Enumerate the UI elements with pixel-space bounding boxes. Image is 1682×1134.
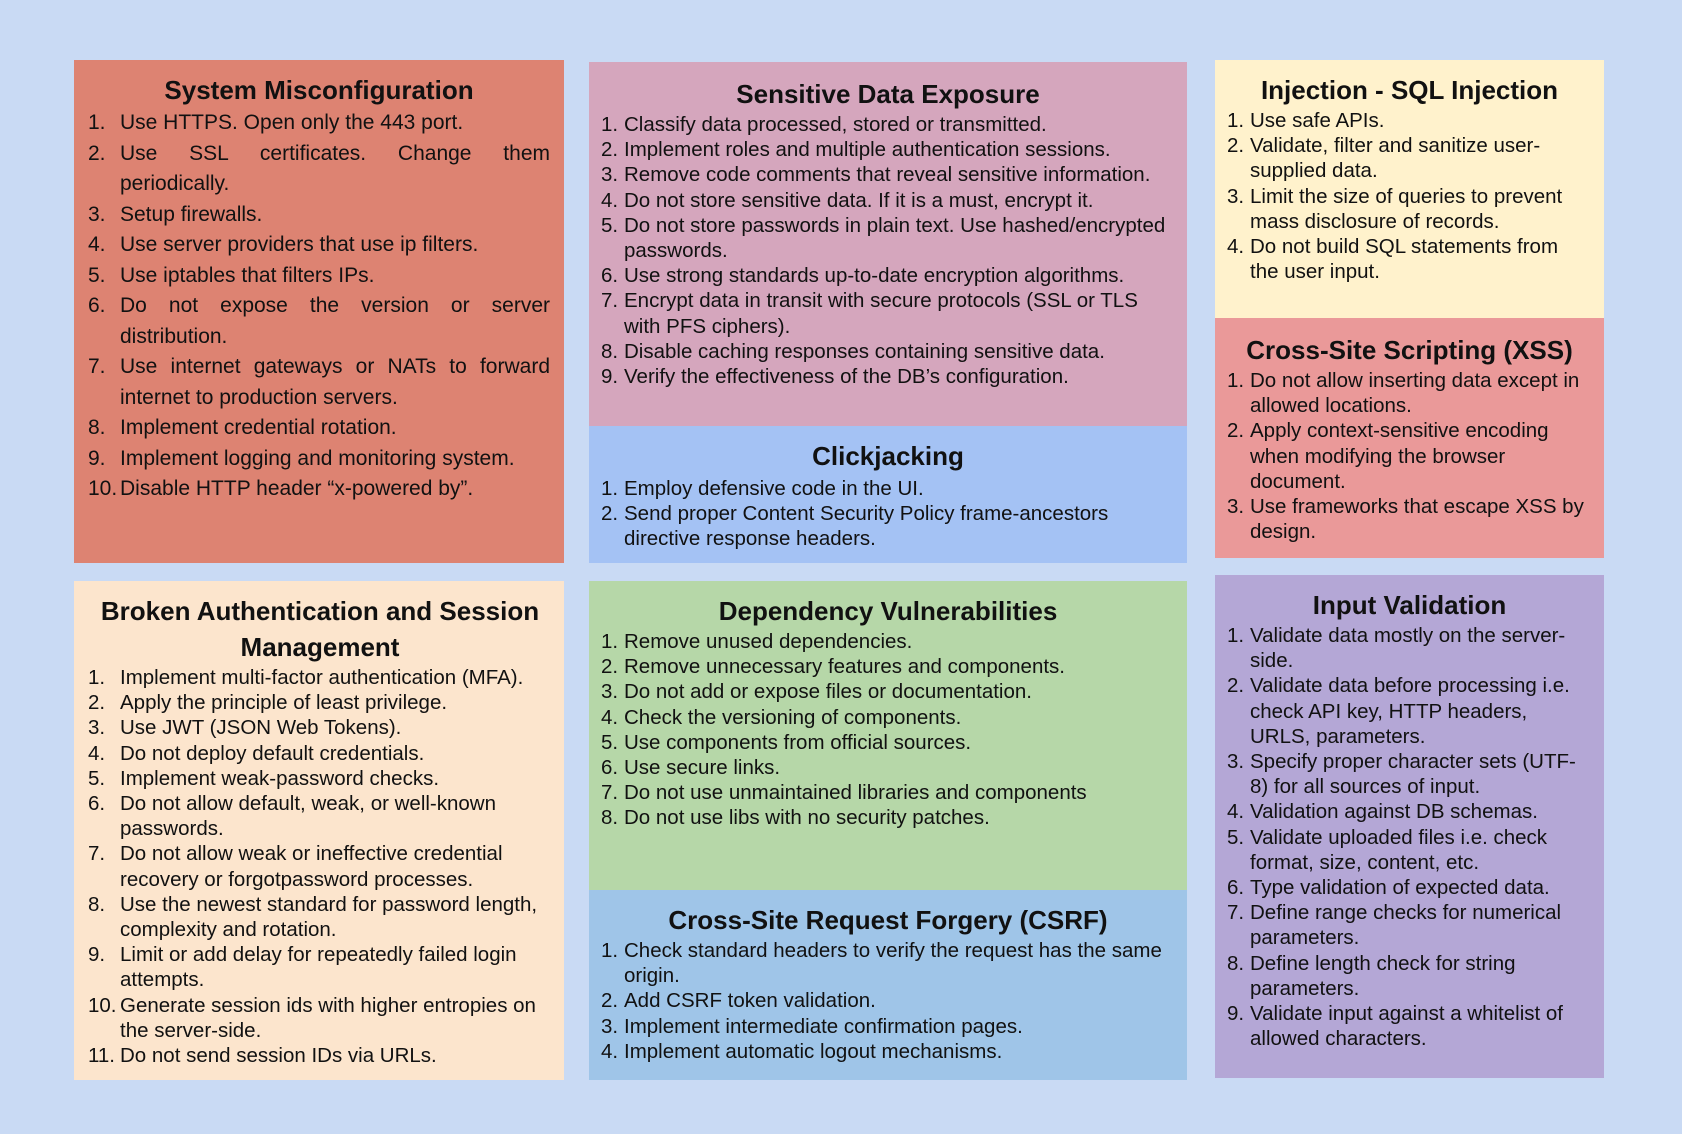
item-number: 3. bbox=[601, 680, 619, 704]
item-text: Disable HTTP header “x-powered by”. bbox=[120, 477, 474, 500]
item-number: 6. bbox=[88, 792, 106, 816]
xss-card bbox=[1215, 318, 1604, 558]
item-text: Use strong standards up-to-date encryption algorithms. bbox=[624, 264, 1125, 288]
item-text: Generate session ids with higher entropies on the server-side. bbox=[120, 993, 536, 1042]
item-number: 5. bbox=[88, 263, 106, 287]
item-text: Do not add or expose files or documentation. bbox=[624, 680, 1032, 704]
card-list bbox=[601, 476, 1175, 552]
item-number: 1. bbox=[601, 113, 619, 136]
list-item bbox=[88, 741, 552, 766]
card-title: Input Validation bbox=[1312, 590, 1507, 620]
item-text: Use internet gateways or NATs to forward internet to production servers. bbox=[120, 355, 550, 409]
item-number: 1. bbox=[601, 477, 619, 500]
item-text: Do not allow inserting data except in allowed locations. bbox=[1250, 369, 1580, 418]
list-item bbox=[601, 805, 1175, 830]
item-number: 3. bbox=[88, 202, 106, 226]
list-item bbox=[88, 474, 550, 505]
clickjacking-card bbox=[589, 426, 1187, 563]
card-title: Broken Authentication and Session Management bbox=[100, 596, 540, 662]
list-item bbox=[88, 841, 552, 891]
list-item bbox=[601, 938, 1175, 988]
item-text: Type validation of expected data. bbox=[1250, 876, 1550, 900]
item-text: Employ defensive code in the UI. bbox=[624, 477, 924, 500]
list-item bbox=[601, 654, 1175, 679]
item-text: Use SSL certificates. Change them periodically. bbox=[120, 141, 550, 195]
item-text: Use secure links. bbox=[624, 756, 781, 780]
item-number: 8. bbox=[601, 806, 619, 830]
item-number: 1. bbox=[88, 666, 106, 689]
item-number: 2. bbox=[601, 138, 619, 162]
item-number: 4. bbox=[1227, 800, 1245, 824]
list-item bbox=[1227, 825, 1592, 875]
csrf-card bbox=[589, 890, 1187, 1080]
card-title: Clickjacking bbox=[812, 441, 964, 471]
list-item bbox=[601, 1039, 1175, 1064]
item-text: Implement roles and multiple authentication sessions. bbox=[624, 138, 1111, 162]
list-item bbox=[601, 755, 1175, 780]
item-number: 6. bbox=[601, 264, 619, 288]
list-item bbox=[601, 162, 1175, 187]
item-number: 3. bbox=[88, 716, 106, 740]
item-text: Validation against DB schemas. bbox=[1250, 800, 1538, 824]
list-item bbox=[88, 230, 550, 261]
item-number: 7. bbox=[601, 781, 619, 805]
item-text: Implement logging and monitoring system. bbox=[120, 446, 515, 470]
item-number: 3. bbox=[601, 163, 619, 187]
item-text: Validate input against a whitelist of allowed characters. bbox=[1250, 1002, 1564, 1051]
card-list bbox=[88, 108, 550, 505]
card-title: System Misconfiguration bbox=[164, 75, 474, 105]
list-item bbox=[88, 715, 552, 740]
item-number: 8. bbox=[1227, 951, 1245, 975]
item-number: 7. bbox=[88, 842, 106, 866]
item-number: 9. bbox=[601, 365, 619, 389]
dependency-vulnerabilities-card bbox=[589, 581, 1187, 890]
item-text: Use iptables that filters IPs. bbox=[120, 263, 375, 287]
item-text: Validate data mostly on the server-side. bbox=[1250, 624, 1566, 673]
item-number: 1. bbox=[601, 630, 619, 653]
item-text: Remove unnecessary features and components. bbox=[624, 655, 1066, 679]
item-number: 5. bbox=[1227, 825, 1245, 849]
item-text: Use the newest standard for password length, complexity and rotation. bbox=[120, 892, 538, 942]
item-text: Limit the size of queries to prevent mass disclosure of records. bbox=[1250, 184, 1563, 233]
list-item bbox=[1227, 1001, 1592, 1051]
item-text: Do not expose the version or server distribution. bbox=[120, 294, 550, 348]
list-item bbox=[88, 413, 550, 444]
item-number: 6. bbox=[1227, 876, 1245, 900]
item-number: 9. bbox=[88, 446, 106, 470]
item-text: Validate uploaded files i.e. check format, size, content, etc. bbox=[1250, 825, 1548, 874]
card-list bbox=[88, 665, 552, 1068]
list-item bbox=[88, 261, 550, 292]
list-item bbox=[1227, 184, 1592, 234]
list-item bbox=[88, 1043, 552, 1068]
item-text: Check standard headers to verify the request has the same origin. bbox=[624, 939, 1162, 988]
item-text: Remove code comments that reveal sensitive information. bbox=[624, 163, 1151, 187]
item-number: 3. bbox=[1227, 495, 1245, 519]
card-list bbox=[601, 112, 1175, 389]
item-text: Check the versioning of components. bbox=[624, 705, 962, 729]
item-number: 3. bbox=[1227, 184, 1245, 208]
list-item bbox=[1227, 673, 1592, 749]
list-item bbox=[1227, 234, 1592, 284]
item-number: 2. bbox=[88, 691, 106, 715]
list-item bbox=[1227, 900, 1592, 950]
item-number: 9. bbox=[1227, 1002, 1245, 1026]
list-item bbox=[1227, 108, 1592, 133]
list-item bbox=[601, 213, 1175, 263]
item-text: Limit or add delay for repeatedly failed login attempts. bbox=[120, 943, 517, 992]
item-number: 1. bbox=[601, 939, 619, 962]
item-text: Disable caching responses containing sensitive data. bbox=[624, 339, 1105, 363]
item-number: 1. bbox=[1227, 624, 1245, 647]
list-item bbox=[88, 766, 552, 791]
item-number: 2. bbox=[601, 989, 619, 1013]
item-text: Do not deploy default credentials. bbox=[120, 741, 425, 765]
card-list bbox=[601, 938, 1175, 1064]
list-item bbox=[88, 352, 550, 413]
item-number: 11. bbox=[88, 1044, 115, 1068]
list-item bbox=[601, 501, 1175, 551]
list-item bbox=[88, 444, 550, 475]
item-number: 4. bbox=[88, 233, 106, 256]
sql-injection-card bbox=[1215, 60, 1604, 318]
card-title: Cross-Site Request Forgery (CSRF) bbox=[668, 905, 1108, 935]
sensitive-data-exposure-card bbox=[589, 62, 1187, 426]
list-item bbox=[601, 339, 1175, 364]
card-list bbox=[601, 629, 1175, 831]
item-number: 3. bbox=[1227, 750, 1245, 774]
item-number: 1. bbox=[88, 111, 106, 134]
item-text: Add CSRF token validation. bbox=[624, 989, 876, 1013]
list-item bbox=[1227, 494, 1592, 544]
list-item bbox=[1227, 875, 1592, 900]
item-text: Validate data before processing i.e. check API key, HTTP headers, URLS, parameters. bbox=[1250, 674, 1570, 748]
item-text: Use frameworks that escape XSS by design. bbox=[1250, 495, 1584, 544]
list-item bbox=[88, 892, 552, 942]
item-text: Implement automatic logout mechanisms. bbox=[624, 1039, 1003, 1063]
system-misconfiguration-card bbox=[74, 60, 564, 563]
list-item bbox=[88, 690, 552, 715]
item-number: 8. bbox=[88, 416, 106, 439]
card-list bbox=[1227, 623, 1592, 1051]
card-title: Cross-Site Scripting (XSS) bbox=[1246, 335, 1573, 365]
list-item bbox=[601, 1014, 1175, 1039]
item-number: 1. bbox=[1227, 369, 1245, 392]
item-number: 10. bbox=[88, 477, 118, 500]
list-item bbox=[1227, 799, 1592, 824]
item-text: Use HTTPS. Open only the 443 port. bbox=[120, 111, 464, 134]
item-text: Implement credential rotation. bbox=[120, 416, 397, 439]
list-item bbox=[88, 791, 552, 841]
item-number: 10. bbox=[88, 993, 117, 1017]
item-number: 2. bbox=[1227, 674, 1245, 698]
item-number: 7. bbox=[1227, 901, 1245, 925]
list-item bbox=[88, 665, 552, 690]
list-item bbox=[601, 705, 1175, 730]
item-text: Do not store passwords in plain text. Use hashed/encrypted passwords. bbox=[624, 213, 1166, 263]
item-number: 4. bbox=[601, 188, 619, 212]
item-number: 4. bbox=[1227, 235, 1245, 259]
item-text: Specify proper character sets (UTF-8) for all sources of input. bbox=[1250, 750, 1576, 799]
item-number: 2. bbox=[1227, 134, 1245, 158]
list-item bbox=[1227, 133, 1592, 183]
item-number: 2. bbox=[601, 655, 619, 679]
card-title: Injection - SQL Injection bbox=[1260, 75, 1559, 105]
card-title: Sensitive Data Exposure bbox=[736, 79, 1040, 109]
list-item bbox=[601, 730, 1175, 755]
input-validation-card bbox=[1215, 575, 1604, 1078]
item-number: 1. bbox=[1227, 109, 1245, 132]
card-list bbox=[1227, 368, 1592, 544]
item-text: Use JWT (JSON Web Tokens). bbox=[120, 716, 402, 740]
item-text: Use safe APIs. bbox=[1250, 109, 1385, 132]
list-item bbox=[601, 112, 1175, 137]
item-text: Do not store sensitive data. If it is a must, encrypt it. bbox=[624, 188, 1094, 212]
item-text: Do not use libs with no security patches. bbox=[624, 806, 990, 830]
item-number: 8. bbox=[88, 892, 106, 916]
list-item bbox=[601, 629, 1175, 654]
item-text: Classify data processed, stored or transmitted. bbox=[624, 113, 1047, 136]
list-item bbox=[601, 988, 1175, 1013]
list-item bbox=[601, 679, 1175, 704]
item-number: 7. bbox=[601, 289, 619, 313]
item-number: 6. bbox=[601, 756, 619, 780]
item-number: 4. bbox=[88, 741, 106, 765]
list-item bbox=[601, 780, 1175, 805]
list-item bbox=[88, 108, 550, 139]
item-text: Do not allow default, weak, or well-known passwords. bbox=[120, 792, 497, 841]
item-number: 6. bbox=[88, 294, 106, 317]
list-item bbox=[88, 993, 552, 1043]
list-item bbox=[88, 200, 550, 231]
item-text: Apply context-sensitive encoding when modifying the browser document. bbox=[1250, 419, 1549, 493]
item-text: Do not use unmaintained libraries and components bbox=[624, 781, 1087, 805]
item-text: Implement intermediate confirmation pages. bbox=[624, 1014, 1023, 1038]
item-number: 9. bbox=[88, 943, 106, 967]
item-text: Validate, filter and sanitize user-supplied data. bbox=[1250, 134, 1541, 183]
list-item bbox=[601, 364, 1175, 389]
list-item bbox=[1227, 749, 1592, 799]
item-number: 5. bbox=[88, 766, 106, 790]
item-text: Use server providers that use ip filters. bbox=[120, 233, 479, 256]
item-text: Use components from official sources. bbox=[624, 730, 972, 754]
item-text: Encrypt data in transit with secure protocols (SSL or TLS with PFS ciphers). bbox=[624, 289, 1138, 338]
item-number: 2. bbox=[1227, 419, 1245, 443]
list-item bbox=[1227, 623, 1592, 673]
broken-authentication-card bbox=[74, 581, 564, 1080]
list-item bbox=[601, 288, 1175, 338]
item-text: Verify the effectiveness of the DB’s configuration. bbox=[624, 365, 1069, 389]
list-item bbox=[88, 291, 550, 352]
item-text: Send proper Content Security Policy frame-ancestors directive response headers. bbox=[624, 502, 1109, 551]
item-number: 8. bbox=[601, 339, 619, 363]
item-number: 4. bbox=[601, 1039, 619, 1063]
item-text: Do not allow weak or ineffective credential recovery or forgotpassword processes. bbox=[120, 842, 503, 891]
list-item bbox=[88, 139, 550, 200]
item-number: 2. bbox=[601, 502, 619, 526]
item-number: 3. bbox=[601, 1014, 619, 1038]
card-list bbox=[1227, 108, 1592, 284]
list-item bbox=[601, 476, 1175, 501]
item-number: 2. bbox=[88, 141, 106, 165]
item-text: Define length check for string parameters. bbox=[1250, 951, 1516, 1000]
list-item bbox=[1227, 368, 1592, 418]
list-item bbox=[88, 942, 552, 992]
item-number: 7. bbox=[88, 355, 106, 378]
item-text: Define range checks for numerical parameters. bbox=[1250, 901, 1562, 950]
item-text: Do not send session IDs via URLs. bbox=[120, 1044, 437, 1068]
item-number: 5. bbox=[601, 213, 619, 237]
list-item bbox=[601, 137, 1175, 162]
item-text: Implement weak-password checks. bbox=[120, 766, 440, 790]
item-text: Setup firewalls. bbox=[120, 202, 263, 226]
item-text: Remove unused dependencies. bbox=[624, 630, 913, 653]
item-text: Do not build SQL statements from the user input. bbox=[1250, 235, 1559, 284]
list-item bbox=[1227, 951, 1592, 1001]
list-item bbox=[601, 263, 1175, 288]
card-title: Dependency Vulnerabilities bbox=[718, 596, 1058, 626]
item-text: Apply the principle of least privilege. bbox=[120, 691, 448, 715]
item-number: 5. bbox=[601, 730, 619, 754]
list-item bbox=[1227, 418, 1592, 494]
item-number: 4. bbox=[601, 705, 619, 729]
list-item bbox=[601, 188, 1175, 213]
item-text: Implement multi-factor authentication (MFA). bbox=[120, 666, 524, 689]
